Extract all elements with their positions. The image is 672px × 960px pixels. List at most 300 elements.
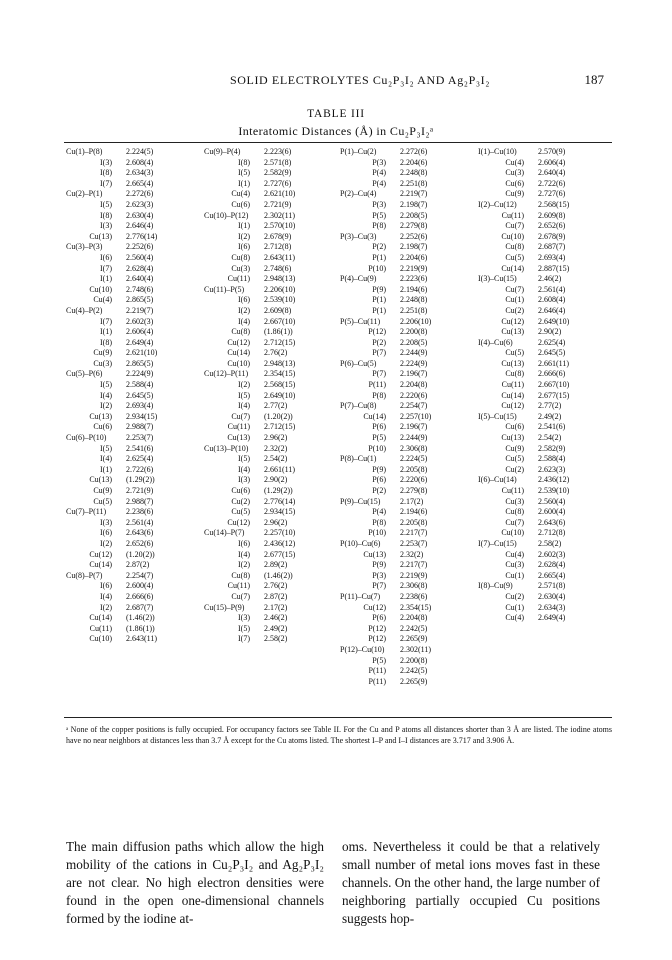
distance-value: 2.646(4) (126, 221, 154, 231)
page-number: 187 (584, 72, 604, 87)
atom-pair: I(2) (100, 602, 112, 612)
table-row (66, 253, 180, 264)
atom-pair: P(2) (372, 242, 386, 252)
table-row (66, 465, 180, 476)
table-row (340, 444, 454, 455)
table-row (66, 168, 180, 179)
distance-value: 2.89(2) (264, 560, 288, 570)
table-row (66, 550, 180, 561)
table-row (478, 211, 592, 222)
distance-value: (1.20(2)) (264, 411, 293, 421)
atom-pair: I(7) (100, 178, 112, 188)
distance-value: 2.87(2) (264, 591, 288, 601)
table-row (66, 274, 180, 285)
distance-value: 2.224(5) (400, 454, 428, 464)
distance-value: 2.748(6) (264, 263, 292, 273)
atom-pair: Cu(6) (231, 199, 250, 209)
table-row (478, 306, 592, 317)
table-row (66, 158, 180, 169)
atom-pair: Cu(10) (89, 284, 112, 294)
table-row (66, 317, 180, 328)
table-row (478, 327, 592, 338)
distance-value: 2.988(7) (126, 422, 154, 432)
distance-value: 2.254(7) (400, 401, 428, 411)
distance-value: 2.242(5) (400, 666, 428, 676)
atom-pair: Cu(7) (231, 591, 250, 601)
distance-value: 2.306(8) (400, 581, 428, 591)
table-row (340, 189, 454, 200)
atom-pair: Cu(11) (227, 274, 250, 284)
distance-value: 2.600(4) (538, 507, 566, 517)
distance-value: 2.649(4) (538, 613, 566, 623)
table-row (478, 550, 592, 561)
atom-pair: Cu(6) (231, 486, 250, 495)
distance-value: 2.640(4) (538, 168, 566, 178)
table-row (66, 486, 180, 497)
table-row (340, 401, 454, 412)
atom-pair: P(10) (368, 443, 386, 453)
atom-pair: Cu(4) (505, 613, 524, 623)
atom-pair: I(8) (100, 210, 112, 220)
atom-pair: Cu(9) (93, 348, 112, 358)
table-row (66, 211, 180, 222)
atom-pair: Cu(8)–P(7) (66, 570, 103, 580)
table-row (478, 391, 592, 402)
distance-value: (1.29(2)) (264, 486, 293, 495)
table-row (478, 539, 592, 550)
table-row (340, 306, 454, 317)
atom-pair: P(4) (372, 168, 386, 178)
table-row (66, 295, 180, 306)
table-row (66, 401, 180, 412)
atom-pair: Cu(11) (227, 422, 250, 432)
atom-pair: P(7) (372, 581, 386, 591)
distance-value: 2.588(4) (538, 454, 566, 464)
distance-value: 2.625(4) (538, 337, 566, 347)
distance-value: 2.568(15) (538, 199, 570, 209)
atom-pair: I(2)–Cu(12) (478, 199, 517, 209)
distance-value: 2.934(15) (264, 507, 296, 517)
table-row (340, 528, 454, 539)
table-row (478, 592, 592, 603)
table-row (204, 412, 318, 423)
table-row (478, 380, 592, 391)
distance-value: 2.571(8) (264, 157, 292, 167)
table-row (340, 454, 454, 465)
table-row (478, 189, 592, 200)
distance-value: 2.436(12) (538, 475, 570, 485)
table-row (478, 497, 592, 508)
table-row (340, 295, 454, 306)
atom-pair: I(8)–Cu(9) (478, 581, 513, 591)
distance-value: 2.628(4) (126, 263, 154, 273)
table-row (340, 147, 454, 158)
atom-pair: P(11) (368, 380, 386, 390)
distance-value: 2.602(3) (126, 316, 154, 326)
atom-pair: Cu(3) (505, 168, 524, 178)
atom-pair: P(6) (372, 475, 386, 485)
distance-value: 2.17(2) (400, 496, 424, 506)
atom-pair: I(3) (238, 475, 250, 485)
table-row (204, 348, 318, 359)
table-row (478, 221, 592, 232)
distance-value: 2.634(3) (538, 602, 566, 612)
distance-value: 2.630(4) (538, 591, 566, 601)
atom-pair: Cu(12) (501, 401, 524, 411)
distance-value: 2.667(10) (538, 380, 570, 390)
table-row (478, 242, 592, 253)
atom-pair: Cu(7) (505, 221, 524, 231)
table-row (204, 465, 318, 476)
table-row (340, 571, 454, 582)
atom-pair: P(8) (372, 517, 386, 527)
atom-pair: I(4)–Cu(6) (478, 337, 513, 347)
atom-pair: P(6) (372, 613, 386, 623)
distance-value: (1.46(2)) (126, 613, 155, 623)
atom-pair: Cu(14) (89, 613, 112, 623)
table-row (340, 327, 454, 338)
atom-pair: I(3) (238, 613, 250, 623)
atom-pair: Cu(1) (505, 570, 524, 580)
table-row (204, 147, 318, 158)
atom-pair: Cu(4)–P(2) (66, 305, 103, 315)
atom-pair: P(4) (372, 507, 386, 517)
table-row (204, 634, 318, 645)
table-row (340, 348, 454, 359)
atom-pair: Cu(4) (505, 157, 524, 167)
distance-value: 2.661(11) (538, 358, 570, 368)
table-row (478, 581, 592, 592)
atom-pair: Cu(9) (505, 443, 524, 453)
distance-value: 2.248(8) (400, 295, 428, 305)
atom-pair: Cu(10) (501, 231, 524, 241)
distance-value: 2.541(6) (126, 443, 154, 453)
distance-value: 2.208(5) (400, 337, 428, 347)
atom-pair: I(2) (238, 305, 250, 315)
table-row (478, 253, 592, 264)
table-row (478, 338, 592, 349)
atom-pair: Cu(2) (505, 464, 524, 474)
distance-value: 2.646(4) (538, 305, 566, 315)
atom-pair: P(8) (372, 390, 386, 400)
distance-value: 2.46(2) (538, 274, 562, 284)
atom-pair: P(8)–Cu(1) (340, 454, 377, 464)
atom-pair: Cu(1) (505, 602, 524, 612)
table-row (66, 603, 180, 614)
table-row (478, 444, 592, 455)
table-row (204, 253, 318, 264)
distance-value: 2.748(6) (126, 284, 154, 294)
atom-pair: Cu(3)–P(3) (66, 242, 103, 252)
distance-value: 2.677(15) (538, 390, 570, 400)
atom-pair: P(1) (372, 295, 386, 305)
atom-pair: I(1) (100, 327, 112, 337)
distance-value: 2.712(8) (264, 242, 292, 252)
distance-value: 2.630(4) (126, 210, 154, 220)
table-row (478, 454, 592, 465)
table-row (340, 656, 454, 667)
atom-pair: Cu(5) (93, 496, 112, 506)
atom-pair: I(4) (100, 454, 112, 464)
table-row (478, 348, 592, 359)
distance-value: 2.252(6) (400, 231, 428, 241)
distance-value: 2.776(14) (264, 496, 296, 506)
distance-value: 2.217(7) (400, 560, 428, 570)
distance-value: 2.76(2) (264, 581, 288, 591)
table-row (478, 232, 592, 243)
distance-value: 2.539(10) (538, 486, 570, 495)
distance-value: 2.251(8) (400, 178, 428, 188)
table-row (66, 147, 180, 158)
distance-value: 2.712(15) (264, 422, 296, 432)
distance-value: 2.54(2) (264, 454, 288, 464)
distance-column-2 (204, 147, 318, 645)
table-row (340, 422, 454, 433)
atom-pair: I(5) (238, 454, 250, 464)
table-row (340, 264, 454, 275)
table-top-rule (64, 142, 612, 143)
table-row (340, 592, 454, 603)
atom-pair: I(5) (100, 199, 112, 209)
distance-value: 2.776(14) (126, 231, 158, 241)
table-row (204, 306, 318, 317)
distance-value: 2.204(6) (400, 157, 428, 167)
atom-pair: Cu(7) (505, 284, 524, 294)
distance-value: 2.608(4) (126, 157, 154, 167)
atom-pair: I(2) (100, 401, 112, 411)
distance-value: 2.634(3) (126, 168, 154, 178)
atom-pair: I(8) (238, 157, 250, 167)
distance-value: 2.645(5) (126, 390, 154, 400)
table-row (66, 179, 180, 190)
atom-pair: P(2)–Cu(4) (340, 189, 377, 199)
atom-pair: Cu(8) (231, 570, 250, 580)
atom-pair: P(3) (372, 157, 386, 167)
distance-value: 2.194(6) (400, 507, 428, 517)
distance-value: 2.238(6) (126, 507, 154, 517)
distance-value: 2.257(10) (264, 528, 296, 538)
table-row (66, 189, 180, 200)
table-row (66, 380, 180, 391)
distance-value: 2.722(6) (538, 178, 566, 188)
distance-value: 2.661(11) (264, 464, 296, 474)
atom-pair: P(7) (372, 348, 386, 358)
table-row (340, 158, 454, 169)
atom-pair: Cu(14) (89, 560, 112, 570)
atom-pair: P(2) (372, 337, 386, 347)
table-row (478, 200, 592, 211)
distance-value: 2.90(2) (538, 327, 562, 337)
distance-value: 2.196(7) (400, 369, 428, 379)
atom-pair: Cu(14) (227, 348, 250, 358)
atom-pair: I(6) (238, 538, 250, 548)
atom-pair: I(6) (238, 242, 250, 252)
distance-value: (1.29(2)) (126, 475, 155, 485)
table-row (340, 645, 454, 656)
distance-value: 2.643(11) (126, 634, 158, 644)
table-row (478, 179, 592, 190)
atom-pair: I(1) (100, 274, 112, 284)
table-row (66, 306, 180, 317)
atom-pair: I(4) (100, 390, 112, 400)
atom-pair: I(1)–Cu(10) (478, 147, 517, 156)
table-row (340, 634, 454, 645)
table-row (340, 211, 454, 222)
atom-pair: I(3) (100, 157, 112, 167)
atom-pair: Cu(2) (505, 305, 524, 315)
atom-pair: Cu(11) (227, 581, 250, 591)
distance-value: 2.988(7) (126, 496, 154, 506)
distance-value: 2.77(2) (264, 401, 288, 411)
distance-value: 2.609(8) (264, 305, 292, 315)
table-row (340, 677, 454, 688)
atom-pair: I(4) (238, 316, 250, 326)
distance-value: 2.645(5) (538, 348, 566, 358)
table-row (478, 285, 592, 296)
table-row (204, 221, 318, 232)
atom-pair: Cu(6) (505, 422, 524, 432)
distance-value: 2.643(6) (126, 528, 154, 538)
atom-pair: P(11) (368, 666, 386, 676)
distance-value: 2.667(10) (264, 316, 296, 326)
table-row (66, 581, 180, 592)
distance-value: 2.678(9) (538, 231, 566, 241)
distance-value: 2.253(7) (126, 433, 154, 443)
table-row (340, 433, 454, 444)
table-row (204, 560, 318, 571)
atom-pair: Cu(14) (501, 263, 524, 273)
table-row (204, 571, 318, 582)
table-row (478, 359, 592, 370)
distance-value: 2.582(9) (538, 443, 566, 453)
table-row (340, 603, 454, 614)
atom-pair: P(5)–Cu(11) (340, 316, 381, 326)
distance-value: 2.665(4) (538, 570, 566, 580)
table-row (66, 369, 180, 380)
table-row (204, 454, 318, 465)
atom-pair: Cu(6) (505, 178, 524, 188)
table-row (204, 242, 318, 253)
distance-value: 2.606(4) (538, 157, 566, 167)
table-row (478, 465, 592, 476)
atom-pair: I(5) (100, 380, 112, 390)
distance-value: 2.206(10) (264, 284, 296, 294)
table-row (478, 264, 592, 275)
distance-value: 2.649(10) (264, 390, 296, 400)
table-row (340, 624, 454, 635)
table-row (66, 497, 180, 508)
atom-pair: Cu(10)–P(12) (204, 210, 249, 220)
distance-value: 2.200(8) (400, 327, 428, 337)
distance-value: 2.621(10) (264, 189, 296, 199)
distance-value: 2.196(7) (400, 422, 428, 432)
atom-pair: I(5) (238, 390, 250, 400)
table-row (478, 571, 592, 582)
table-row (66, 221, 180, 232)
distance-value: 2.58(2) (264, 634, 288, 644)
atom-pair: Cu(12) (501, 316, 524, 326)
table-row (204, 550, 318, 561)
table-row (66, 475, 180, 486)
distance-value: 2.220(6) (400, 390, 428, 400)
distance-value: 2.279(8) (400, 486, 428, 495)
distance-value: 2.257(10) (400, 411, 432, 421)
table-row (478, 603, 592, 614)
distance-value: 2.539(10) (264, 295, 296, 305)
distance-value: 2.609(8) (538, 210, 566, 220)
table-row (66, 592, 180, 603)
distance-value: 2.588(4) (126, 380, 154, 390)
atom-pair: P(10) (368, 528, 386, 538)
atom-pair: I(1) (100, 464, 112, 474)
distance-value: 2.561(4) (126, 517, 154, 527)
distance-value: 2.354(15) (400, 602, 432, 612)
atom-pair: P(2) (372, 486, 386, 495)
atom-pair: I(5) (238, 168, 250, 178)
table-row (478, 295, 592, 306)
distance-value: 2.272(6) (126, 189, 154, 199)
table-row (66, 507, 180, 518)
table-row (478, 433, 592, 444)
distance-value: 2.354(15) (264, 369, 296, 379)
table-row (340, 359, 454, 370)
distance-value: 2.77(2) (538, 401, 562, 411)
distance-value: 2.217(7) (400, 528, 428, 538)
table-row (478, 317, 592, 328)
table-row (66, 200, 180, 211)
table-row (204, 369, 318, 380)
atom-pair: P(1) (372, 252, 386, 262)
distance-value: 2.194(6) (400, 284, 428, 294)
table-row (204, 391, 318, 402)
distance-value: 2.560(4) (126, 252, 154, 262)
atom-pair: I(4) (100, 591, 112, 601)
atom-pair: P(6) (372, 422, 386, 432)
atom-pair: Cu(9) (93, 486, 112, 495)
table-row (340, 507, 454, 518)
atom-pair: I(8) (100, 337, 112, 347)
distance-value: 2.252(6) (126, 242, 154, 252)
distance-value: 2.666(6) (126, 591, 154, 601)
table-row (66, 444, 180, 455)
atom-pair: Cu(12) (227, 337, 250, 347)
table-row (340, 560, 454, 571)
atom-pair: I(4) (238, 464, 250, 474)
distance-value: 2.887(15) (538, 263, 570, 273)
distance-value: 2.727(6) (538, 189, 566, 199)
distance-value: 2.302(11) (400, 644, 432, 654)
table-row (478, 528, 592, 539)
atom-pair: Cu(5)–P(6) (66, 369, 103, 379)
table-row (340, 168, 454, 179)
table-label: TABLE III (307, 108, 365, 120)
table-row (340, 179, 454, 190)
distance-value: 2.570(10) (264, 221, 296, 231)
distance-value: 2.265(9) (400, 634, 428, 644)
table-row (340, 412, 454, 423)
atom-pair: P(4)–Cu(9) (340, 274, 377, 284)
distance-value: 2.302(11) (264, 210, 296, 220)
atom-pair: Cu(3) (505, 496, 524, 506)
distance-value: 2.628(4) (538, 560, 566, 570)
atom-pair: Cu(8) (231, 327, 250, 337)
distance-column-3 (340, 147, 454, 687)
atom-pair: P(3) (372, 570, 386, 580)
atom-pair: P(7) (372, 369, 386, 379)
atom-pair: P(12) (368, 634, 386, 644)
distance-value: 2.722(6) (126, 464, 154, 474)
table-row (204, 486, 318, 497)
